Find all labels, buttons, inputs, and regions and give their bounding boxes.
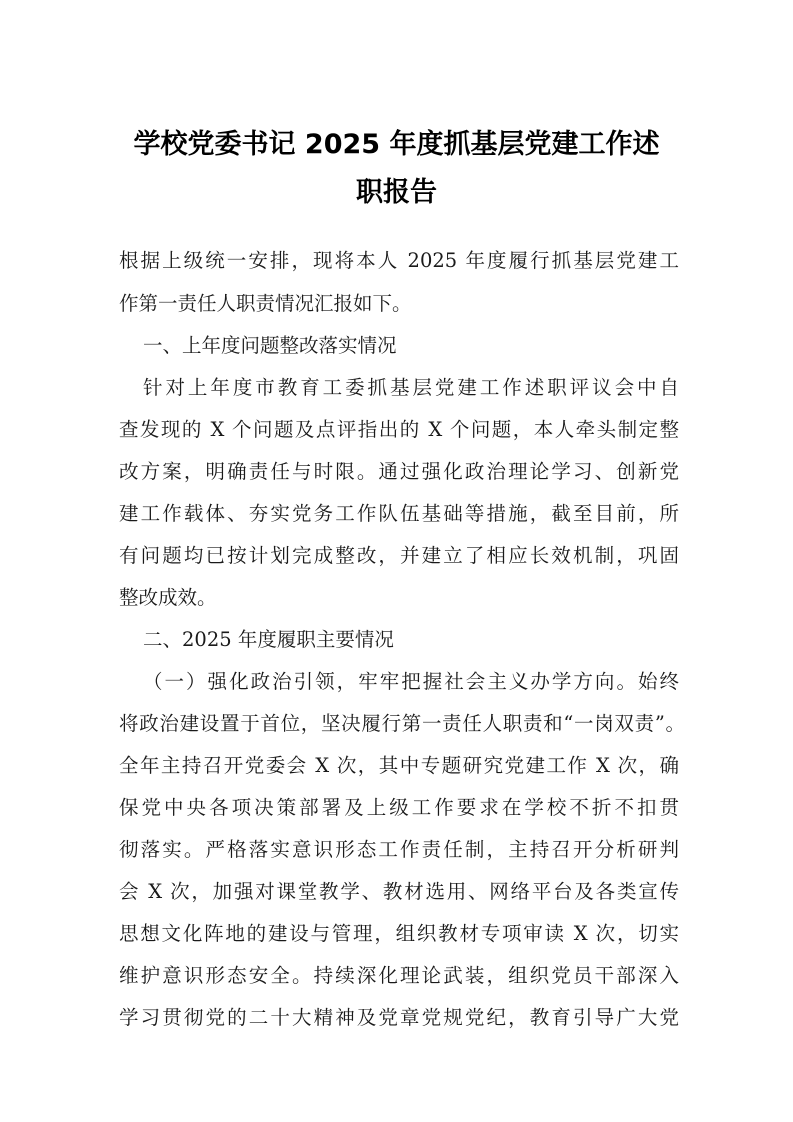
subsection-heading-line: （一）强化政治引领，牢牢把握社会主义办学方向。始终 xyxy=(143,670,679,693)
body-line: 查发现的 X 个问题及点评指出的 X 个问题，本人牵头制定整 xyxy=(119,418,679,441)
section-heading: 二、2025 年度履职主要情况 xyxy=(143,628,394,651)
body-line: 彻落实。严格落实意识形态工作责任制，主持召开分析研判 xyxy=(119,838,679,861)
body-line: 将政治建设置于首位，坚决履行第一责任人职责和“一岗双责”。 xyxy=(119,712,685,735)
section-heading: 一、上年度问题整改落实情况 xyxy=(143,334,397,357)
body-line: 思想文化阵地的建设与管理，组织教材专项审读 X 次，切实 xyxy=(119,922,679,945)
body-line: 有问题均已按计划完成整改，并建立了相应长效机制，巩固 xyxy=(119,544,679,567)
body-line: 全年主持召开党委会 X 次，其中专题研究党建工作 X 次，确 xyxy=(119,754,679,777)
body-line: 维护意识形态安全。持续深化理论武装，组织党员干部深入 xyxy=(119,964,679,987)
body-line: 作第一责任人职责情况汇报如下。 xyxy=(119,292,412,315)
body-line: 保党中央各项决策部署及上级工作要求在学校不折不扣贯 xyxy=(119,796,679,819)
body-line: 根据上级统一安排，现将本人 2025 年度履行抓基层党建工 xyxy=(119,249,679,272)
body-line: 整改成效。 xyxy=(119,586,217,609)
document-title-line-1: 学校党委书记 2025 年度抓基层党建工作述 xyxy=(133,129,660,160)
body-line: 改方案，明确责任与时限。通过强化政治理论学习、创新党 xyxy=(119,460,679,483)
document-title-line-2: 职报告 xyxy=(356,177,437,208)
body-line: 会 X 次，加强对课堂教学、教材选用、网络平台及各类宣传 xyxy=(119,880,679,903)
body-line: 针对上年度市教育工委抓基层党建工作述职评议会中自 xyxy=(143,376,679,399)
body-line: 学习贯彻党的二十大精神及党章党规党纪，教育引导广大党 xyxy=(119,1006,679,1029)
body-line: 建工作载体、夯实党务工作队伍基础等措施，截至目前，所 xyxy=(119,502,679,525)
